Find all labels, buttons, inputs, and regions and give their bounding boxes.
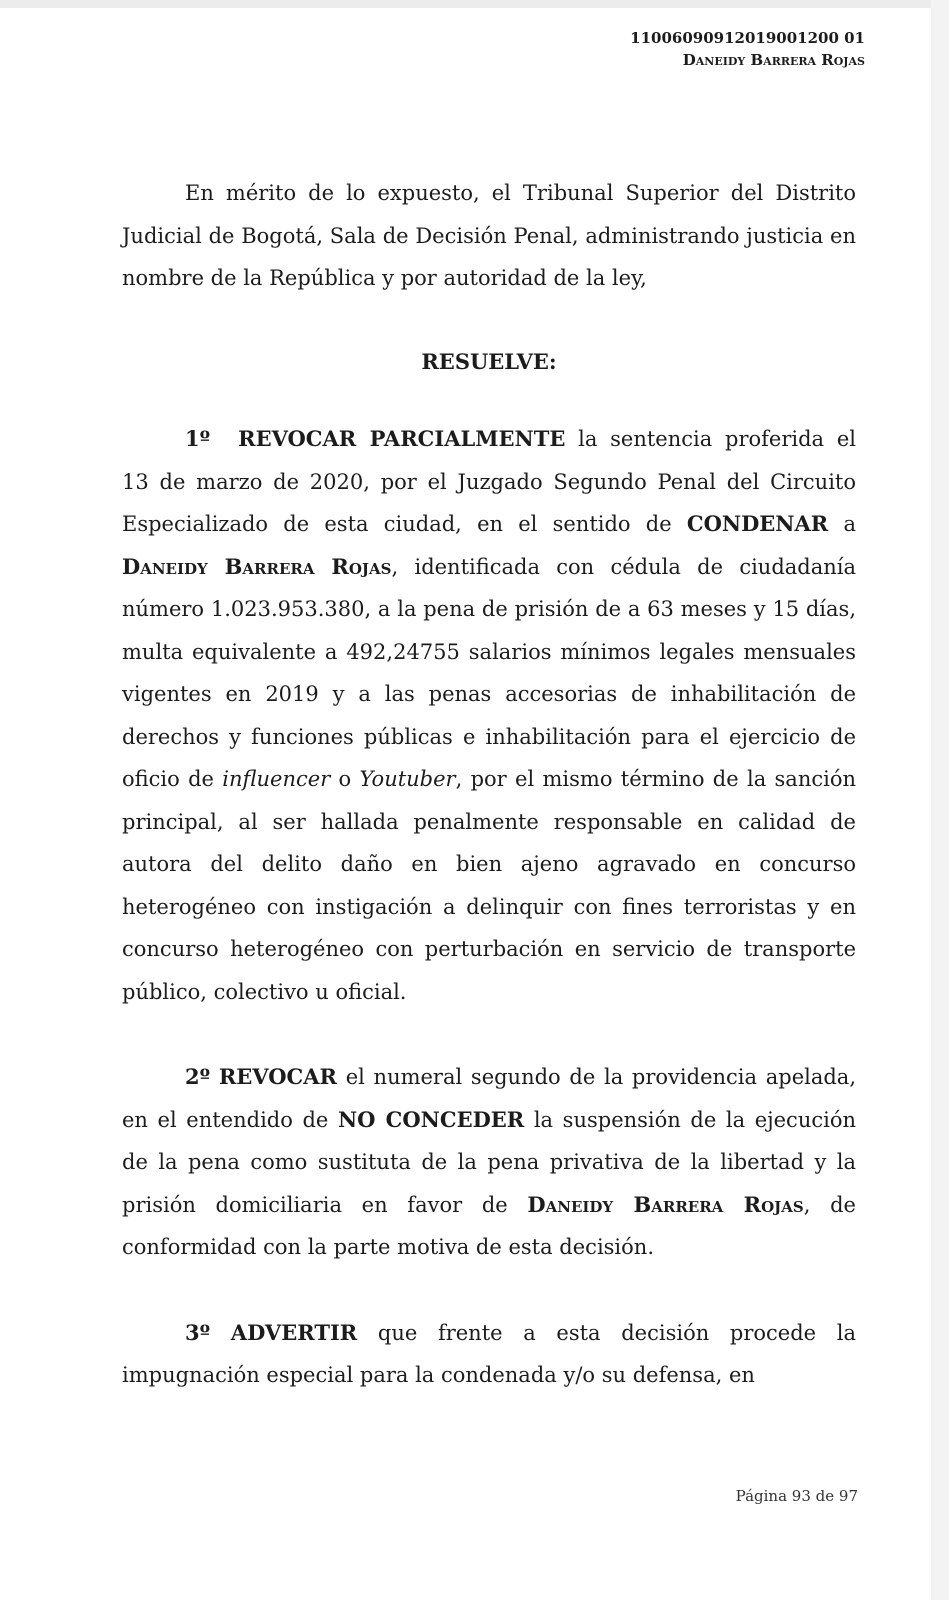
document-body: [122, 172, 856, 1397]
resolution-item-3: 3º ADVERTIR que frente a esta decisión procede la impugnación especial para la condenada y/o su defensa, en: [122, 1319, 856, 1387]
page-header: [630, 27, 865, 71]
item-1-action: REVOCAR PARCIALMENTE: [238, 426, 566, 451]
item-1-number: 1º: [185, 426, 211, 451]
item-3-action: ADVERTIR: [230, 1319, 358, 1345]
resuelve-heading: RESUELVE:: [421, 348, 557, 374]
item-1-condenar: CONDENAR: [686, 511, 829, 536]
item-2-person: Daneidy Barrera Rojas: [527, 1191, 804, 1217]
right-edge: [931, 0, 949, 1600]
item-2-number: 2º: [185, 1064, 211, 1089]
item-1-youtuber: Youtuber: [359, 767, 456, 791]
case-number: 11006090912019001200 01: [630, 29, 865, 47]
item-3-number: 3º: [185, 1319, 211, 1345]
resolution-item-2: 2º REVOCAR el numeral segundo de la providencia apelada, en el entendido de NO CONCEDER la suspensión de la ejecución de la pena como sustituta de la pena privativa de la libertad y la prisión domiciliaria en favor de Daneidy Barrera Rojas, de conformidad con la parte motiva de esta decisión.: [122, 1064, 856, 1259]
page-number: Página 93 de 97: [735, 1487, 858, 1505]
item-1-person: Daneidy Barrera Rojas: [122, 553, 392, 579]
resolution-item-1: 1º REVOCAR PARCIALMENTE la sentencia proferida el 13 de marzo de 2020, por el Juzgado Segundo Penal del Circuito Especializado de esta ciudad, en el sentido de CONDENAR a Daneidy Barrera Rojas, identificada con cédula de ciudadanía número 1.023.953.380, a la pena de prisión de a 63 meses y 15 días, multa equivalente a 492,24755 salarios mínimos legales mensuales vigentes en 2019 y a las penas accesorias de inhabilitación de derechos y funciones públicas e inhabilitación para el ejercicio de oficio de influencer o Youtuber, por el mismo término de la sanción principal, al ser hallada penalmente responsable en calidad de autora del delito daño en bien ajeno agravado en concurso heterogéneo con instigación a delinquir con fines terroristas y en concurso heterogéneo con perturbación en servicio de transporte público, colectivo u oficial.: [122, 426, 857, 1004]
intro-paragraph: En mérito de lo expuesto, el Tribunal Superior del Distrito Judicial de Bogotá, Sala de Decisión Penal, administrando justicia en nombre de la República y por autoridad de la ley,: [122, 181, 856, 290]
item-2-action: REVOCAR: [218, 1064, 337, 1089]
top-edge: [0, 0, 949, 8]
item-1-influencer: influencer: [222, 767, 331, 791]
header-name: Daneidy Barrera Rojas: [682, 51, 865, 69]
item-2-no-conceder: NO CONCEDER: [337, 1106, 525, 1132]
